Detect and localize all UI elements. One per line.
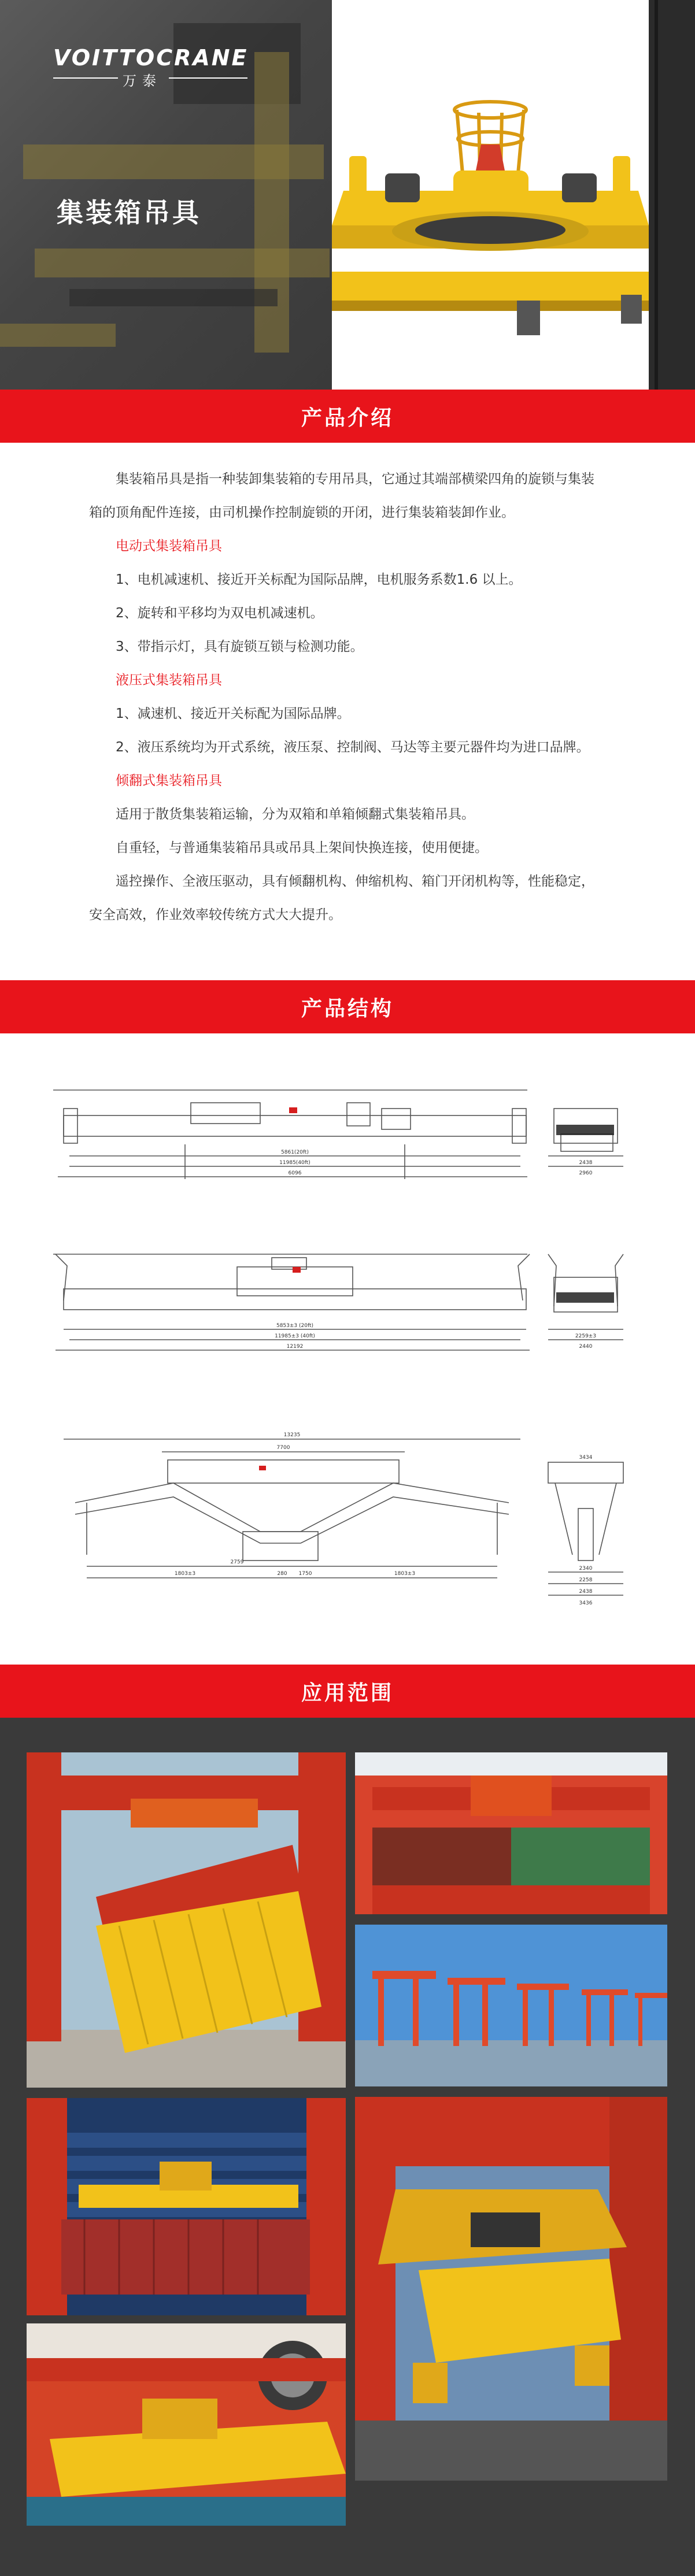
drawing-dim: 5853±3 (20ft)	[276, 1323, 314, 1329]
drawing-dim: 2759	[230, 1559, 244, 1565]
hydraulic-item: 2、液压系统均为开式系统，液压泵、控制阀、马达等主要元器件均为进口品牌。	[116, 740, 590, 755]
hero-product-image	[332, 0, 649, 390]
photo-spreader-crane	[27, 2323, 346, 2526]
drawing-dim: 2259±3	[575, 1333, 597, 1339]
section-banner-application	[0, 1665, 695, 1718]
drawing-dim: 3434	[579, 1455, 593, 1461]
drawing-dim: 2438	[579, 1589, 593, 1595]
hero-banner	[0, 0, 695, 390]
drawing-dim: 11985±3 (40ft)	[275, 1333, 315, 1339]
tilting-para: 自重轻，与普通集装箱吊具或吊具上架间快换连接，使用便捷。	[116, 840, 488, 855]
section-banner-structure	[0, 980, 695, 1033]
electric-item: 3、带指示灯，具有旋锁互锁与检测功能。	[116, 639, 364, 654]
electric-item: 1、电机减速机、接近开关标配为国际品牌，电机服务系数1.6 以上。	[116, 572, 522, 587]
product-intro	[0, 462, 695, 932]
drawing-dim: 2340	[579, 1566, 593, 1571]
photo-container-yard	[27, 2098, 346, 2315]
hydraulic-item: 1、减速机、接近开关标配为国际品牌。	[116, 706, 350, 721]
drawing-dim: 7700	[276, 1445, 290, 1451]
section-title-application: 应用范围	[301, 1681, 394, 1705]
drawing-dim: 2438	[579, 1160, 593, 1166]
drawing-dim: 13235	[283, 1432, 301, 1438]
tilting-para: 适用于散货集装箱运输，分为双箱和单箱倾翻式集装箱吊具。	[116, 807, 475, 822]
hero-dark-stripe	[649, 0, 695, 390]
drawing-dim: 1803±3	[174, 1571, 196, 1577]
drawing-dim: 2258	[579, 1577, 593, 1583]
photo-tilting-spreader	[27, 1752, 346, 2088]
hydraulic-title: 液压式集装箱吊具	[116, 673, 222, 688]
drawing-dim: 11985(40ft)	[279, 1160, 310, 1166]
tilting-para: 遥控操作、全液压驱动，具有倾翻机构、伸缩机构、箱门开闭机构等，性能稳定，安全高效，作业效率较传统方式大大提升。	[89, 874, 594, 922]
drawing-dim: 280	[277, 1571, 287, 1577]
section-banner-intro	[0, 390, 695, 443]
section-title-intro: 产品介绍	[301, 406, 394, 430]
photo-port-cranes	[355, 1925, 667, 2086]
drawing-dim: 5861(20ft)	[281, 1150, 309, 1155]
hero-title: 集装箱吊具	[57, 197, 201, 228]
drawing-dim: 6096	[288, 1170, 302, 1176]
photo-rotating-spreader	[355, 2097, 667, 2481]
technical-drawings	[0, 1035, 695, 1665]
drawing-dim: 2960	[579, 1170, 593, 1176]
section-title-structure: 产品结构	[301, 996, 394, 1021]
drawing-dim: 2440	[579, 1344, 593, 1350]
electric-title: 电动式集装箱吊具	[116, 539, 222, 554]
tilting-title: 倾翻式集装箱吊具	[116, 773, 222, 788]
electric-item: 2、旋转和平移均为双电机减速机。	[116, 606, 324, 621]
application-gallery	[0, 1718, 695, 2576]
photo-spreader-container	[355, 1752, 667, 1914]
drawing-dim: 1803±3	[394, 1571, 416, 1577]
intro-lead: 集装箱吊具是指一种装卸集装箱的专用吊具，它通过其端部横梁四角的旋锁与集装箱的顶角配件连接，由司机操作控制旋锁的开闭，进行集装箱装卸作业。	[89, 472, 594, 520]
drawing-dim: 1750	[298, 1571, 312, 1577]
drawing-dim: 3436	[579, 1600, 593, 1606]
brand-logo: VOITTOCRANE 万泰	[53, 45, 249, 89]
drawing-dim: 12192	[286, 1344, 304, 1350]
